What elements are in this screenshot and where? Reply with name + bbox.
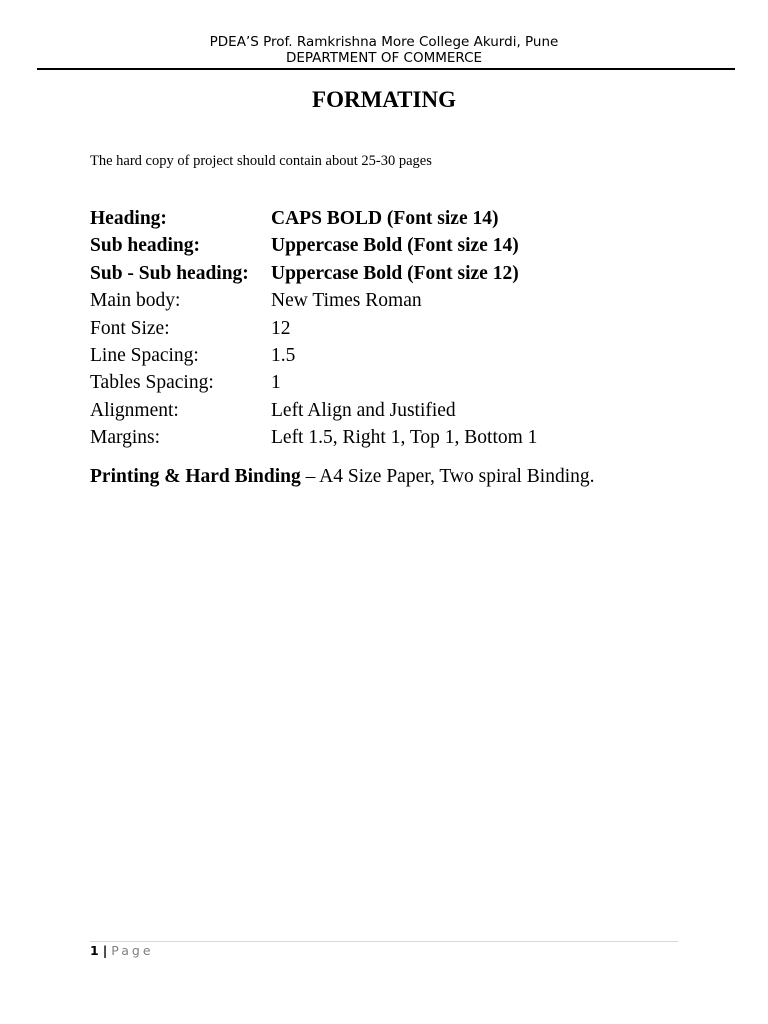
spec-label: Margins: xyxy=(90,427,161,449)
spec-value: Uppercase Bold (Font size 12) xyxy=(271,262,519,284)
page-separator: | xyxy=(102,943,108,958)
page-footer xyxy=(90,943,154,959)
spec-value: CAPS BOLD (Font size 14) xyxy=(271,208,499,229)
intro-text: The hard copy of project should contain about 25-30 pages xyxy=(90,153,432,169)
spec-label: Font Size: xyxy=(90,317,170,339)
page-word: Page xyxy=(111,943,154,958)
spec-label: Sub heading: xyxy=(90,235,201,257)
footer-divider xyxy=(90,941,678,942)
printing-label: Printing & Hard Binding xyxy=(90,466,301,487)
document-header xyxy=(0,34,768,66)
page-title: FORMATING xyxy=(312,87,456,112)
spec-value: 1 xyxy=(271,372,281,394)
spec-value: Uppercase Bold (Font size 14) xyxy=(271,235,519,257)
spec-label: Sub - Sub heading: xyxy=(90,262,249,284)
spec-value: Left 1.5, Right 1, Top 1, Bottom 1 xyxy=(271,427,538,449)
spec-label: Tables Spacing: xyxy=(90,372,214,394)
spec-value: Left Align and Justified xyxy=(271,399,456,421)
printing-binding-note xyxy=(90,464,595,490)
page-number: 1 xyxy=(90,943,99,958)
spec-value: New Times Roman xyxy=(271,290,422,312)
header-divider xyxy=(37,68,735,70)
spec-value: 12 xyxy=(271,317,291,339)
spec-label: Alignment: xyxy=(90,399,179,421)
spec-label: Heading: xyxy=(90,208,167,229)
department-name: DEPARTMENT OF COMMERCE xyxy=(285,50,483,66)
printing-text: – A4 Size Paper, Two spiral Binding. xyxy=(300,466,595,487)
spec-label: Line Spacing: xyxy=(90,344,199,366)
spec-value: 1.5 xyxy=(271,344,296,366)
college-name: PDEA’S Prof. Ramkrishna More College Akurdi, Pune xyxy=(209,34,559,50)
spec-label: Main body: xyxy=(90,290,181,312)
